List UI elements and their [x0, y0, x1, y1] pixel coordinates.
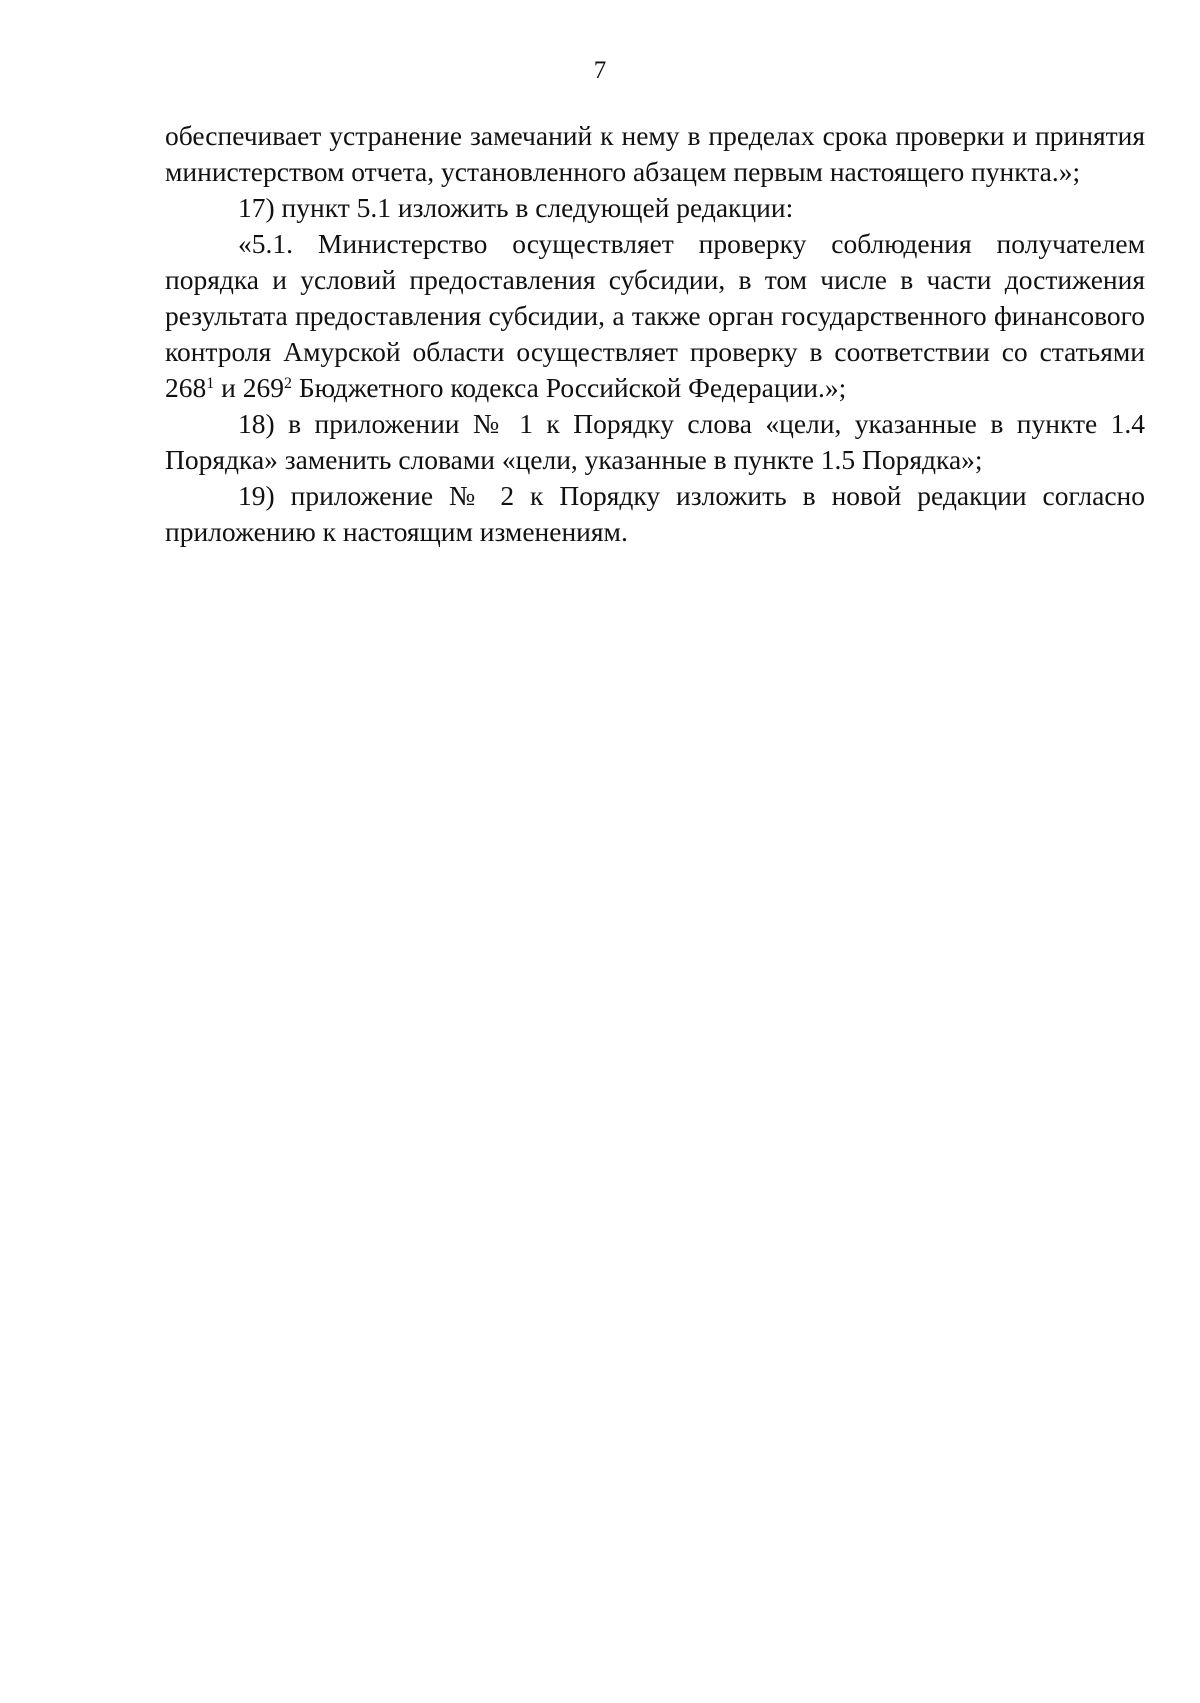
- clause-5-1-text-start: «5.1. Министерство осуществляет проверку соблюдения получателем порядка и условий предоставления субсидии, в том числе в части достижения результата предоставления субсидии, а также орган государственного финансового контроля Амурской области осуществляет проверку в соответствии со статьями 268: [165, 228, 1145, 403]
- clause-5-1-text-middle: и 269: [214, 372, 284, 403]
- paragraph-clause-5-1: [165, 226, 1145, 406]
- superscript-268: 1: [206, 375, 215, 393]
- paragraph-item-19: 19) приложение № 2 к Порядку изложить в новой редакции согласно приложению к настоящим изменениям.: [165, 480, 1145, 547]
- superscript-269: 2: [283, 375, 292, 393]
- page-number: 7: [593, 57, 607, 84]
- paragraph-continuation: обеспечивает устранение замечаний к нему в пределах срока проверки и принятия министерством отчета, установленного абзацем первым настоящего пункта.»;: [165, 120, 1145, 187]
- clause-5-1-text-end: Бюджетного кодекса Российской Федерации.»;: [291, 372, 847, 403]
- paragraph-item-18: 18) в приложении № 1 к Порядку слова «цели, указанные в пункте 1.4 Порядка» заменить словами «цели, указанные в пункте 1.5 Порядка»;: [165, 408, 1145, 475]
- paragraph-item-17: 17) пункт 5.1 изложить в следующей редакции:: [238, 192, 794, 223]
- document-body: [165, 118, 1145, 550]
